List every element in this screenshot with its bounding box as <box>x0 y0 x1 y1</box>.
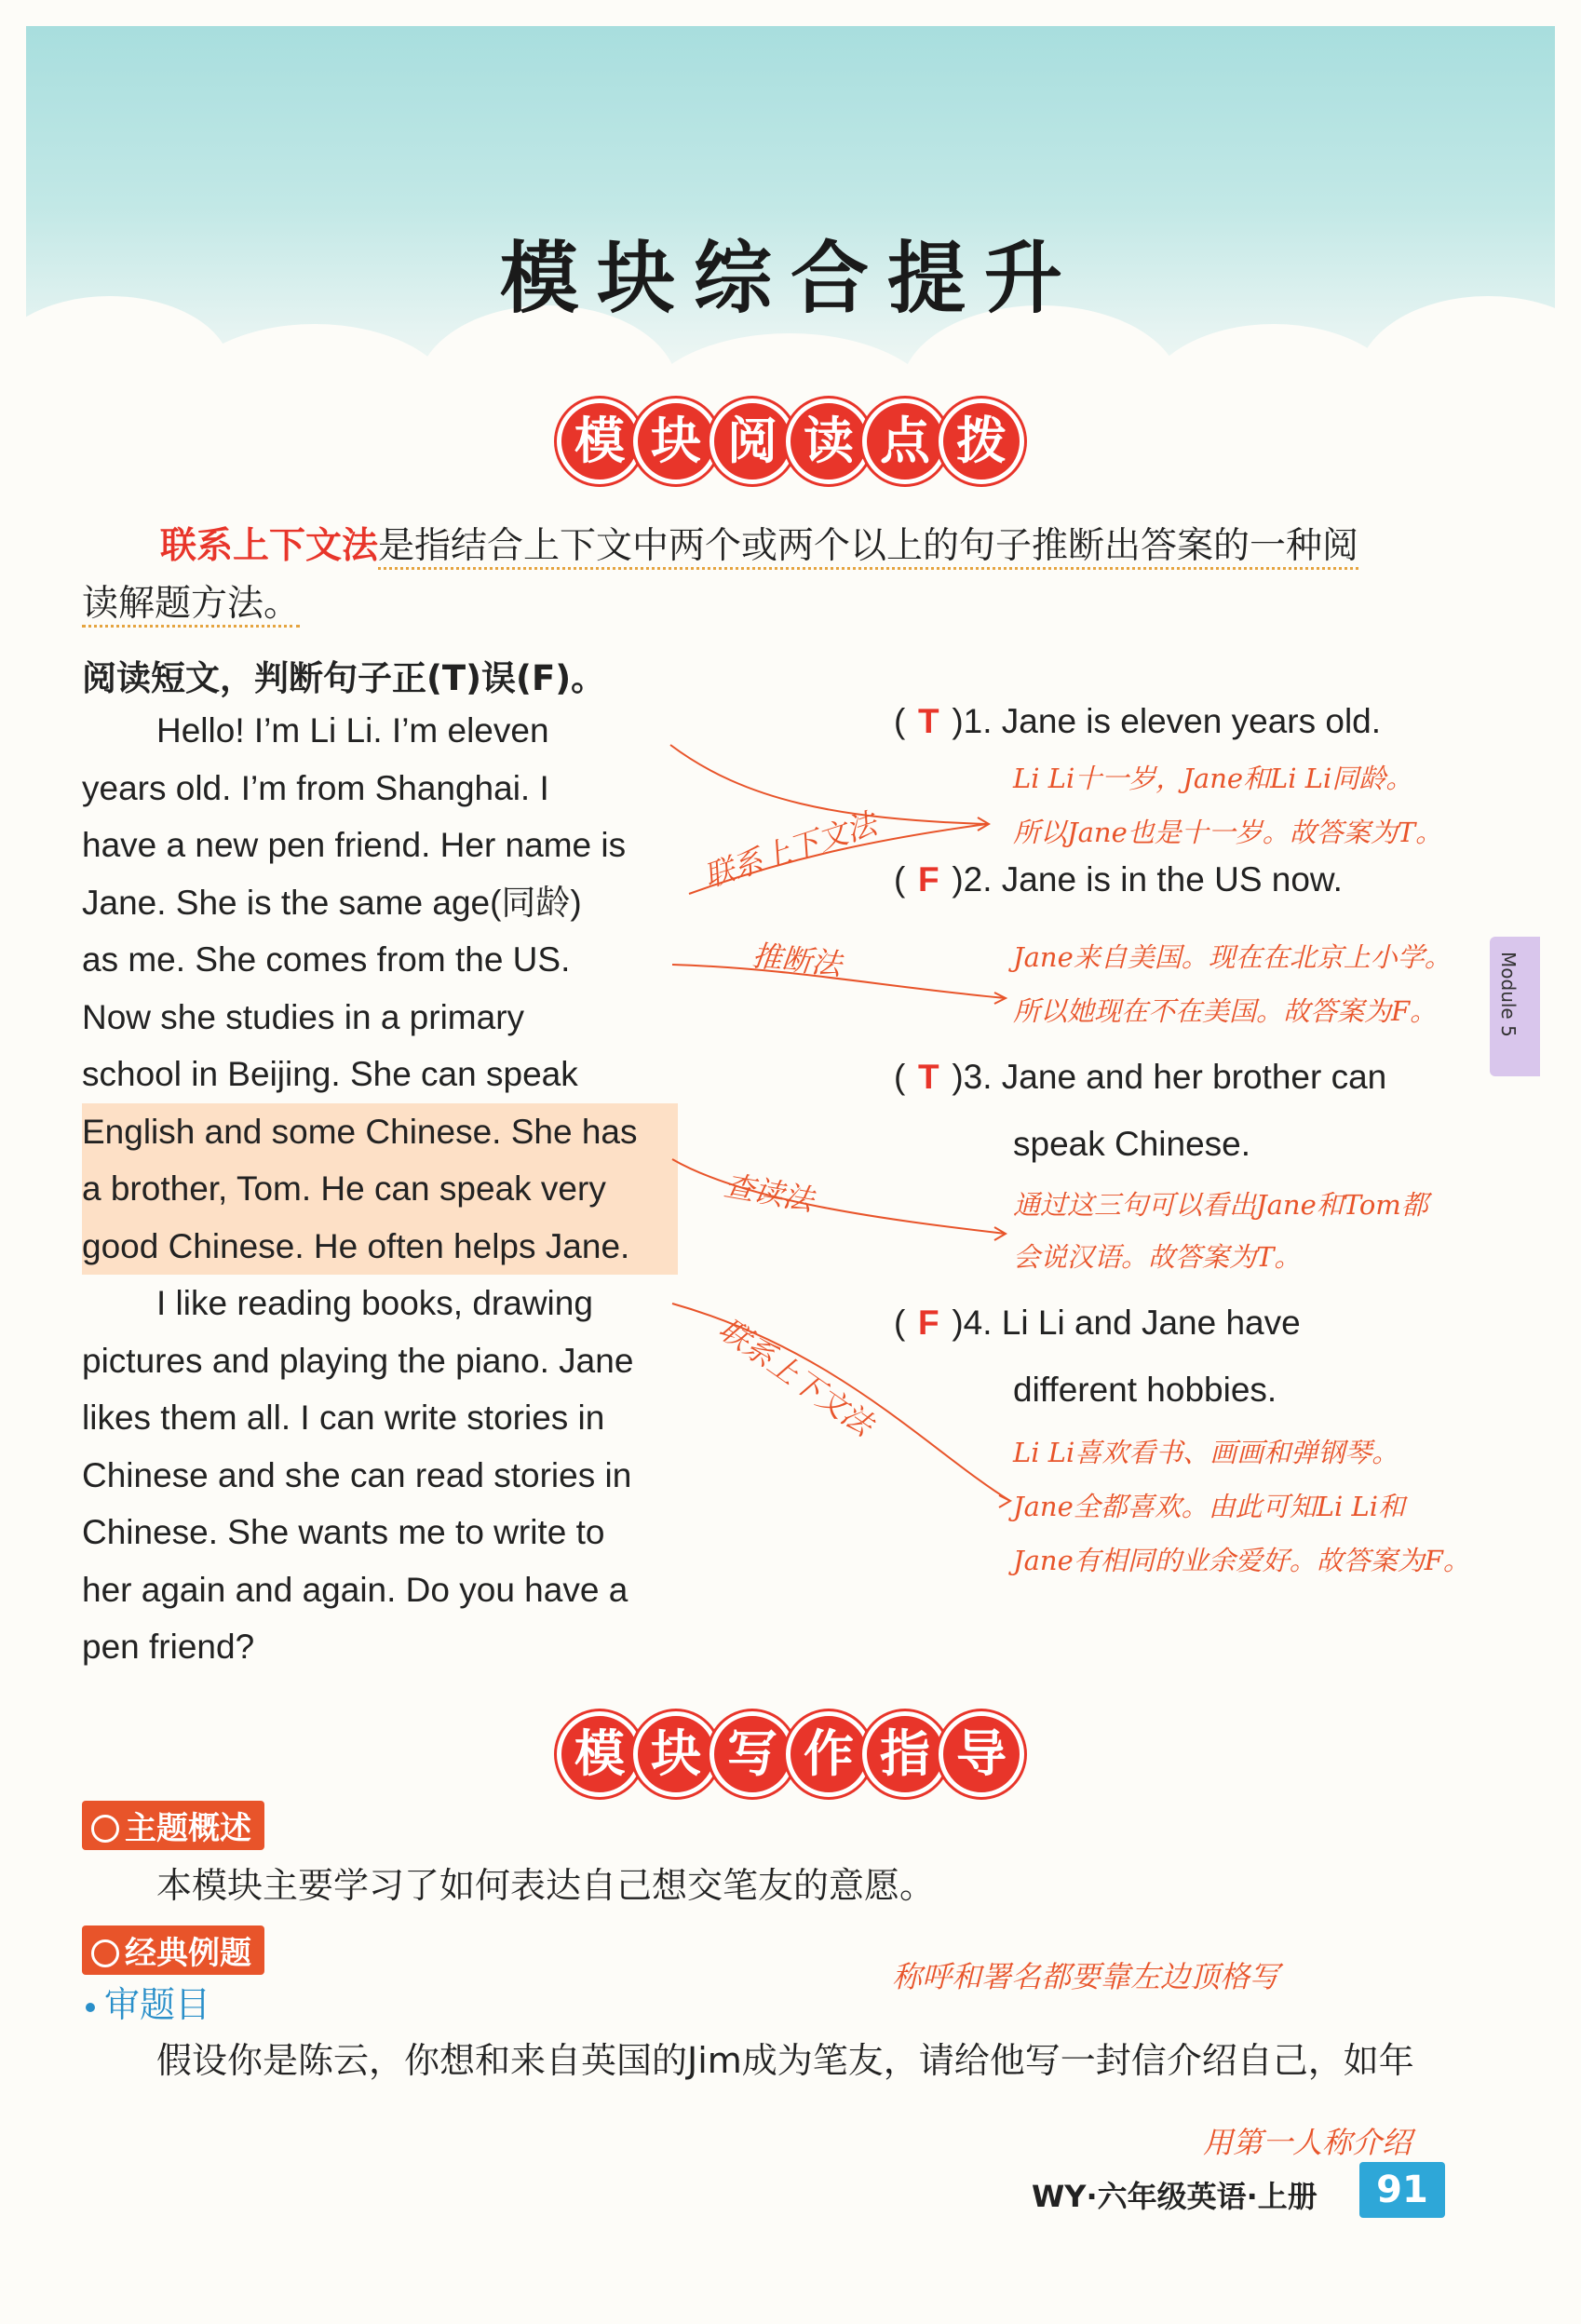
annotation-note: 称呼和署名都要靠左边顶格写 <box>892 1959 1280 1994</box>
passage-line: English and some Chinese. She has <box>82 1103 678 1161</box>
method-name: 联系上下文法 <box>160 525 379 567</box>
section-title-char: 写 <box>709 1711 795 1797</box>
answer-mark: T <box>918 1058 939 1096</box>
passage-line: as me. She comes from the US. <box>82 940 571 979</box>
explanation: Jane有相同的业余爱好。故答案为F。 <box>1013 1545 1470 1576</box>
section-title-char: 模 <box>557 1711 642 1797</box>
passage-line: her again and again. Do you have a <box>82 1570 628 1609</box>
passage-line: years old. I’m from Shanghai. I <box>82 768 549 807</box>
section-title-char: 导 <box>939 1711 1024 1797</box>
explanation: Li Li十一岁，Jane和Li Li同龄。 <box>1013 763 1413 794</box>
section-title-char: 块 <box>633 1711 719 1797</box>
section-title-char: 读 <box>786 399 872 484</box>
passage-line: a brother, Tom. He can speak very <box>82 1160 678 1218</box>
passage-line: likes them all. I can write stories in <box>82 1398 605 1437</box>
passage-line: I like reading books, drawing <box>156 1284 593 1322</box>
instruction: 阅读短文，判断句子正(T)误(F)。 <box>82 658 606 698</box>
passage-line: pen friend? <box>82 1628 255 1666</box>
page-number: 91 <box>1359 2162 1445 2218</box>
explanation: 会说汉语。故答案为T。 <box>1013 1241 1302 1273</box>
passage-line: Chinese and she can read stories in <box>82 1455 632 1494</box>
annotation-label: 联系上下文法 <box>699 805 881 895</box>
annotation-note: 用第一人称介绍 <box>1203 2125 1412 2160</box>
explanation: Jane来自美国。现在在北京上小学。 <box>1013 941 1452 973</box>
sub-heading: 审题目 <box>86 1976 210 2027</box>
intro-text-line2: 读解题方法。 <box>82 583 300 628</box>
theme-text: 本模块主要学习了如何表达自己想交笔友的意愿。 <box>156 1865 936 1906</box>
section-title-writing <box>0 1711 1581 1797</box>
intro-text: 是指结合上下文中两个或两个以上的句子推断出答案的一种阅 <box>378 525 1358 570</box>
question-4-cont: different hobbies. <box>1013 1371 1277 1409</box>
question-3: ( T )3. Jane and her brother can <box>894 1058 1387 1096</box>
theme-label: 主题概述 <box>82 1801 264 1850</box>
answer-mark: F <box>918 860 939 899</box>
annotation-label: 查读法 <box>722 1167 817 1219</box>
passage-line: school in Beijing. She can speak <box>82 1055 578 1093</box>
section-title-char: 作 <box>786 1711 872 1797</box>
section-title-char: 指 <box>862 1711 948 1797</box>
explanation: Li Li喜欢看书、画画和弹钢琴。 <box>1013 1437 1399 1468</box>
passage-line: Jane. She is the same age(同龄) <box>82 883 582 922</box>
explanation: 通过这三句可以看出Jane和Tom都 <box>1013 1189 1428 1221</box>
footer-book: WY·六年级英语·上册 <box>1032 2179 1318 2214</box>
bullet-icon <box>86 2003 95 2012</box>
passage-line: good Chinese. He often helps Jane. <box>82 1218 678 1276</box>
explanation: 所以Jane也是十一岁。故答案为T。 <box>1013 817 1443 848</box>
example-text: 假设你是陈云，你想和来自英国的Jim成为笔友，请给他写一封信介绍自己，如年 <box>156 2040 1414 2081</box>
passage-line: Chinese. She wants me to write to <box>82 1513 605 1551</box>
question-2: ( F )2. Jane is in the US now. <box>894 860 1343 899</box>
section-title-char: 点 <box>862 399 948 484</box>
section-title-char: 块 <box>633 399 719 484</box>
annotation-label: 联系上下文法 <box>712 1311 880 1443</box>
explanation: 所以她现在不在美国。故答案为F。 <box>1013 995 1438 1027</box>
answer-mark: T <box>918 702 939 740</box>
page-title: 模块综合提升 <box>499 233 1081 324</box>
passage-line: pictures and playing the piano. Jane <box>82 1341 634 1380</box>
passage-line: have a new pen friend. Her name is <box>82 826 627 864</box>
module-tab: Module 5 <box>1490 937 1540 1076</box>
annotation-label: 推断法 <box>750 938 844 982</box>
explanation: Jane全都喜欢。由此可知Li Li和 <box>1013 1491 1406 1522</box>
section-title-char: 模 <box>557 399 642 484</box>
passage-line: Now she studies in a primary <box>82 997 525 1036</box>
question-3-cont: speak Chinese. <box>1013 1125 1251 1163</box>
check-icon <box>91 1815 119 1843</box>
question-4: ( F )4. Li Li and Jane have <box>894 1304 1301 1342</box>
passage-line: Hello! I’m Li Li. I’m eleven <box>156 711 549 750</box>
answer-mark: F <box>918 1304 939 1342</box>
section-title-char: 阅 <box>709 399 795 484</box>
check-icon <box>91 1939 119 1967</box>
example-label: 经典例题 <box>82 1925 264 1975</box>
section-title-char: 拨 <box>939 399 1024 484</box>
question-1: ( T )1. Jane is eleven years old. <box>894 702 1382 740</box>
arrow-head <box>999 1495 1010 1507</box>
